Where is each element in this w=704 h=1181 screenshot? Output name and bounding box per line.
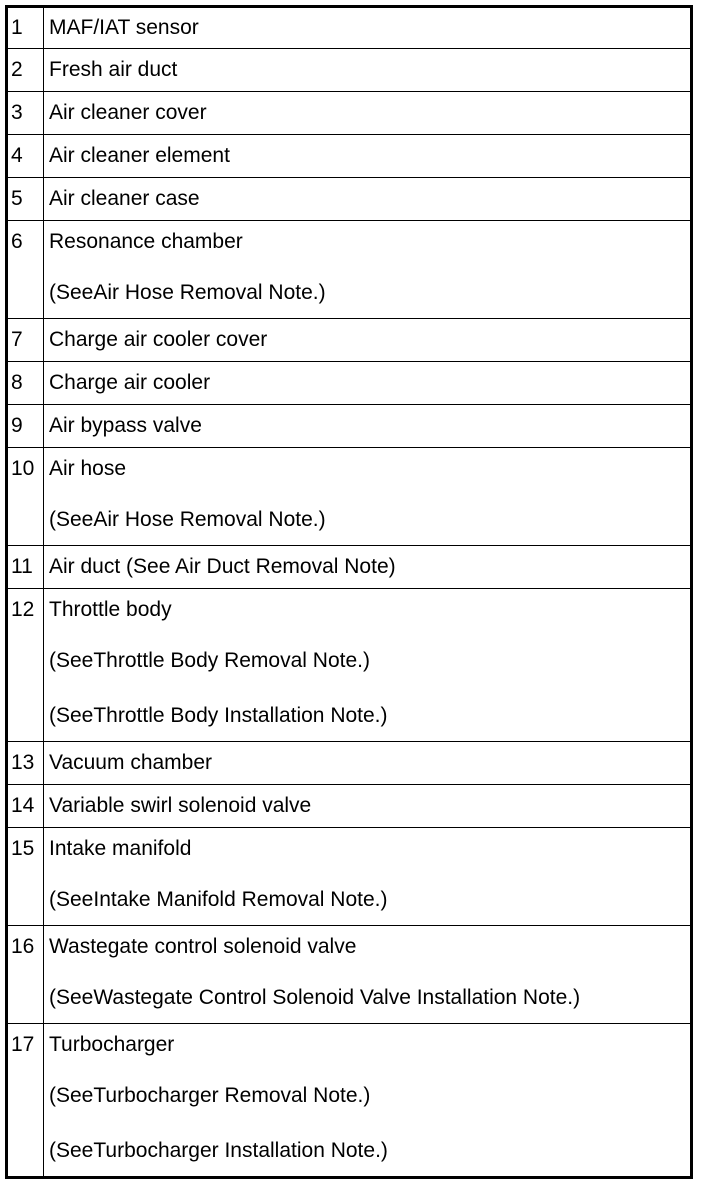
item-description	[44, 362, 692, 405]
item-description	[44, 92, 692, 135]
item-number-text: 9	[11, 414, 23, 437]
item-description	[44, 319, 692, 362]
item-number	[7, 742, 44, 785]
item-number	[7, 135, 44, 178]
item-description	[44, 221, 692, 319]
legend-row	[7, 7, 692, 49]
item-number	[7, 448, 44, 546]
item-number	[7, 221, 44, 319]
legend-row	[7, 546, 692, 589]
item-name: MAF/IAT sensor	[49, 16, 199, 39]
item-number-text: 13	[11, 751, 35, 774]
item-note: (SeeAir Hose Removal Note.)	[49, 508, 326, 531]
item-number-text: 2	[11, 58, 23, 81]
item-description	[44, 926, 692, 1024]
legend-row	[7, 828, 692, 926]
item-name: Turbocharger	[49, 1033, 175, 1056]
item-number	[7, 362, 44, 405]
item-note: (SeeTurbocharger Removal Note.)	[49, 1084, 371, 1107]
item-description	[44, 178, 692, 221]
item-description	[44, 546, 692, 589]
item-description	[44, 49, 692, 92]
legend-row	[7, 1024, 692, 1178]
item-number-text: 15	[11, 837, 35, 860]
item-number-text: 3	[11, 101, 23, 124]
item-number	[7, 785, 44, 828]
item-note: (SeeWastegate Control Solenoid Valve Installation Note.)	[49, 986, 581, 1009]
item-number	[7, 49, 44, 92]
item-number-text: 17	[11, 1033, 35, 1056]
item-note: (SeeIntake Manifold Removal Note.)	[49, 888, 388, 911]
item-number-text: 14	[11, 794, 35, 817]
item-number-text: 4	[11, 144, 23, 167]
item-number	[7, 92, 44, 135]
item-number-text: 8	[11, 371, 23, 394]
item-number-text: 1	[11, 16, 23, 39]
item-number-text: 10	[11, 457, 35, 480]
item-name: Charge air cooler	[49, 371, 211, 394]
legend-row	[7, 405, 692, 448]
item-description	[44, 7, 692, 49]
item-number-text: 11	[11, 555, 33, 578]
legend-row	[7, 448, 692, 546]
item-number	[7, 828, 44, 926]
item-number	[7, 178, 44, 221]
legend-row	[7, 589, 692, 742]
item-description	[44, 828, 692, 926]
item-name: Air hose	[49, 457, 127, 480]
legend-row	[7, 135, 692, 178]
item-description	[44, 405, 692, 448]
item-number-text: 6	[11, 230, 23, 253]
item-number-text: 5	[11, 187, 23, 210]
component-legend-table	[5, 5, 693, 1179]
legend-row	[7, 178, 692, 221]
item-number-text: 16	[11, 935, 35, 958]
item-number	[7, 7, 44, 49]
legend-row	[7, 926, 692, 1024]
item-note: (SeeTurbocharger Installation Note.)	[49, 1139, 388, 1162]
item-description	[44, 589, 692, 742]
item-number	[7, 926, 44, 1024]
item-name: Air cleaner element	[49, 144, 230, 167]
item-note: (SeeThrottle Body Removal Note.)	[49, 649, 370, 672]
legend-row	[7, 785, 692, 828]
item-name: Air cleaner cover	[49, 101, 207, 124]
item-description	[44, 742, 692, 785]
legend-row	[7, 221, 692, 319]
item-number	[7, 405, 44, 448]
item-name: Air cleaner case	[49, 187, 200, 210]
legend-body	[7, 7, 692, 1178]
item-name: Vacuum chamber	[49, 751, 213, 774]
item-description	[44, 785, 692, 828]
item-name: Resonance chamber	[49, 230, 243, 253]
legend-row	[7, 742, 692, 785]
item-note: (SeeThrottle Body Installation Note.)	[49, 704, 388, 727]
item-name: Intake manifold	[49, 837, 192, 860]
item-name: Wastegate control solenoid valve	[49, 935, 357, 958]
item-name: Air bypass valve	[49, 414, 202, 437]
legend-row	[7, 92, 692, 135]
item-number-text: 7	[11, 328, 23, 351]
legend-row	[7, 49, 692, 92]
item-description	[44, 135, 692, 178]
item-description	[44, 1024, 692, 1178]
item-note: (SeeAir Hose Removal Note.)	[49, 281, 326, 304]
item-description	[44, 448, 692, 546]
item-number	[7, 546, 44, 589]
item-number	[7, 319, 44, 362]
item-name: Throttle body	[49, 598, 172, 621]
legend-row	[7, 319, 692, 362]
item-number	[7, 1024, 44, 1178]
item-number	[7, 589, 44, 742]
item-name: Variable swirl solenoid valve	[49, 794, 312, 817]
item-name: Fresh air duct	[49, 58, 178, 81]
item-name: Air duct (See Air Duct Removal Note)	[49, 555, 396, 578]
item-number-text: 12	[11, 598, 35, 621]
item-name: Charge air cooler cover	[49, 328, 268, 351]
legend-row	[7, 362, 692, 405]
